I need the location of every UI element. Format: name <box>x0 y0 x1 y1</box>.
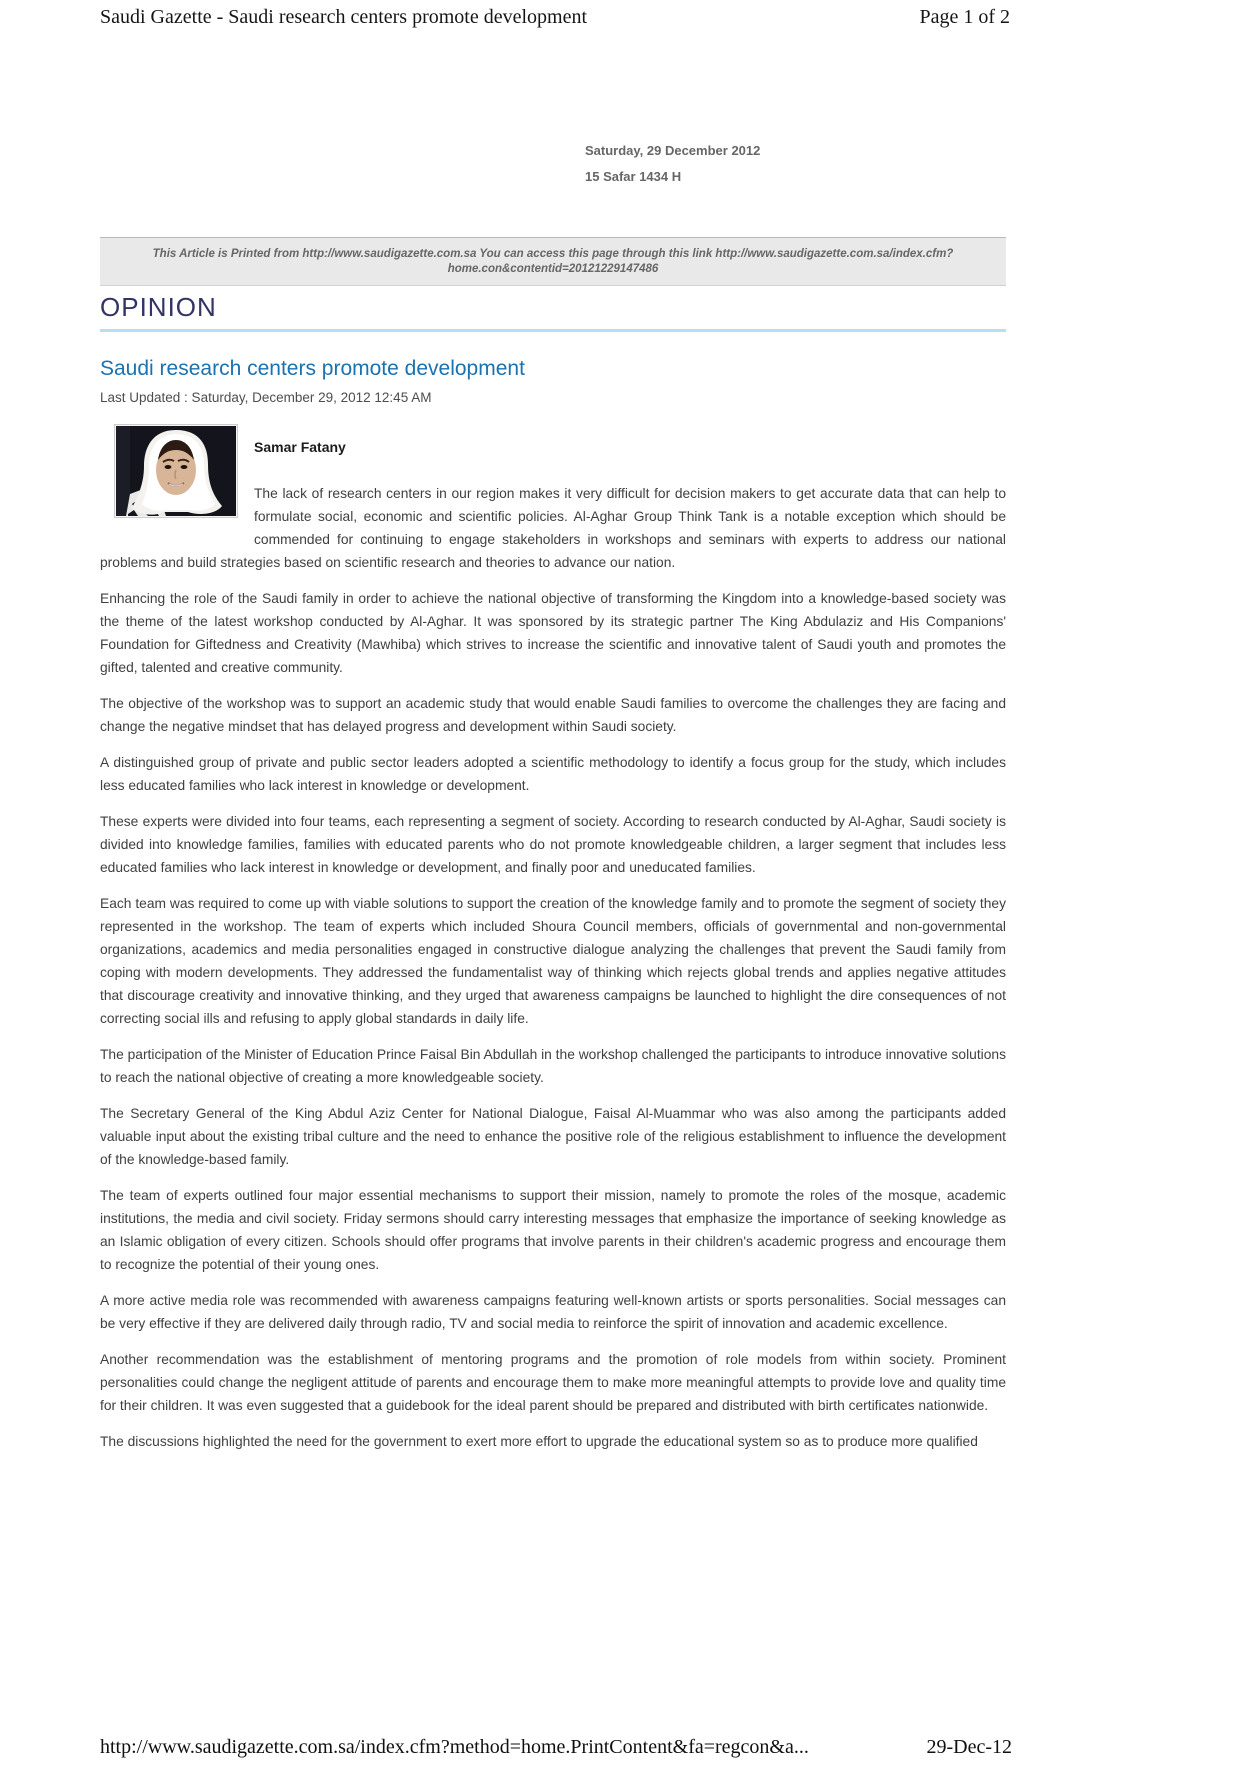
masthead-dates <box>585 143 760 185</box>
print-footer-date: 29-Dec-12 <box>926 1736 1012 1758</box>
print-notice-line2: home.con&contentid=20121229147486 <box>447 262 659 275</box>
author-photo <box>114 424 238 518</box>
article-content <box>100 292 1006 1466</box>
print-header-page-number: Page 1 of 2 <box>919 6 1010 28</box>
article-paragraph: The Secretary General of the King Abdul Aziz Center for National Dialogue, Faisal Al-Muammar who was also among the participants added valuable input about the existing tribal culture and the need to enhance the positive role of the religious establishment to influence the development of the knowledge-based family. <box>100 1106 1006 1167</box>
article-paragraph: A more active media role was recommended with awareness campaigns featuring well-known artists or sports personalities. Social messages can be very effective if they are delivered daily through radio, TV and social media to reinforce the spirit of innovation and academic excellence. <box>100 1293 1006 1331</box>
article-paragraph: These experts were divided into four teams, each representing a segment of society. According to research conducted by Al-Aghar, Saudi society is divided into knowledge families, families with educated parents who do not promote knowledgeable children, a larger segment that includes less educated families who lack interest in knowledge or development, and finally poor and uneducated families. <box>100 814 1006 875</box>
date-hijri: 15 Safar 1434 H <box>585 169 682 184</box>
article-paragraph: The participation of the Minister of Education Prince Faisal Bin Abdullah in the workshop challenged the participants to introduce innovative solutions to reach the national objective of creating a more knowledgeable society. <box>100 1047 1006 1085</box>
section-title: OPINION <box>100 292 217 322</box>
article-title: Saudi research centers promote development <box>100 357 525 380</box>
print-header <box>100 6 1010 29</box>
article-paragraph: A distinguished group of private and public sector leaders adopted a scientific methodology to identify a focus group for the study, which includes less educated families who lack interest in knowledge or development. <box>100 755 1006 793</box>
article-paragraph: Enhancing the role of the Saudi family in order to achieve the national objective of transforming the Kingdom into a knowledge-based society was the theme of the latest workshop conducted by Al-Aghar. It was sponsored by its strategic partner The King Abdulaziz and His Companions' Foundation for Giftedness and Creativity (Mawhiba) which strives to increase the scientific and innovative talent of Saudi youth and promotes the gifted, talented and creative community. <box>100 591 1006 675</box>
article-body <box>100 415 1006 1453</box>
article-paragraph: The objective of the workshop was to support an academic study that would enable Saudi families to overcome the challenges they are facing and change the negative mindset that has delayed progress and development within Saudi society. <box>100 696 1006 734</box>
article-paragraph: The lack of research centers in our region makes it very difficult for decision makers to get accurate data that can help to formulate social, economic and scientific policies. Al-Aghar Group Think Tank is a notable exception which should be commended for continuing to engage stakeholders in workshops and seminars with experts to address our national problems and build strategies based on scientific research and theories to advance our nation. <box>100 486 1006 570</box>
print-header-title: Saudi Gazette - Saudi research centers promote development <box>100 6 588 28</box>
print-footer-url: http://www.saudigazette.com.sa/index.cfm?method=home.PrintContent&fa=regcon&a... <box>100 1736 809 1758</box>
date-gregorian: Saturday, 29 December 2012 <box>585 143 761 158</box>
section-divider <box>100 329 1006 332</box>
article-paragraph: The discussions highlighted the need for the government to exert more effort to upgrade the educational system so as to produce more qualified <box>100 1434 978 1449</box>
article-paragraph: The team of experts outlined four major essential mechanisms to support their mission, namely to promote the roles of the mosque, academic institutions, the media and civil society. Friday sermons should carry interesting messages that emphasize the importance of seeking knowledge as an Islamic obligation of every citizen. Schools should offer programs that involve parents in their children's academic progress and encourage them to recognize the potential of their young ones. <box>100 1188 1006 1272</box>
author-name: Samar Fatany <box>254 439 346 455</box>
article-paragraph: Another recommendation was the establishment of mentoring programs and the promotion of role models from within society. Prominent personalities could change the negligent attitude of parents and encourage them to make more meaningful attempts to provide love and quality time for their children. It was even suggested that a guidebook for the ideal parent should be prepared and distributed with birth certificates nationwide. <box>100 1352 1006 1413</box>
article-paragraph: Each team was required to come up with viable solutions to support the creation of the knowledge family and to promote the segment of society they represented in the workshop. The team of experts which included Shoura Council members, officials of governmental and non-governmental organizations, academics and media personalities engaged in constructive dialogue analyzing the challenges that prevent the Saudi family from coping with modern developments. They addressed the fundamentalist way of thinking which rejects global trends and applies negative attitudes that discourage creativity and innovative thinking, and they urged that awareness campaigns be launched to highlight the dire consequences of not correcting social ills and refusing to apply global standards in daily life. <box>100 896 1006 1026</box>
print-notice-bar <box>100 237 1006 286</box>
print-notice-line1: This Article is Printed from http://www.saudigazette.com.sa You can access this page through this link http://www.saudigazette.com.sa/index.cfm? <box>152 247 954 260</box>
article-last-updated: Last Updated : Saturday, December 29, 2012 12:45 AM <box>100 390 432 405</box>
print-footer <box>100 1736 1012 1759</box>
author-photo-image <box>116 426 236 516</box>
